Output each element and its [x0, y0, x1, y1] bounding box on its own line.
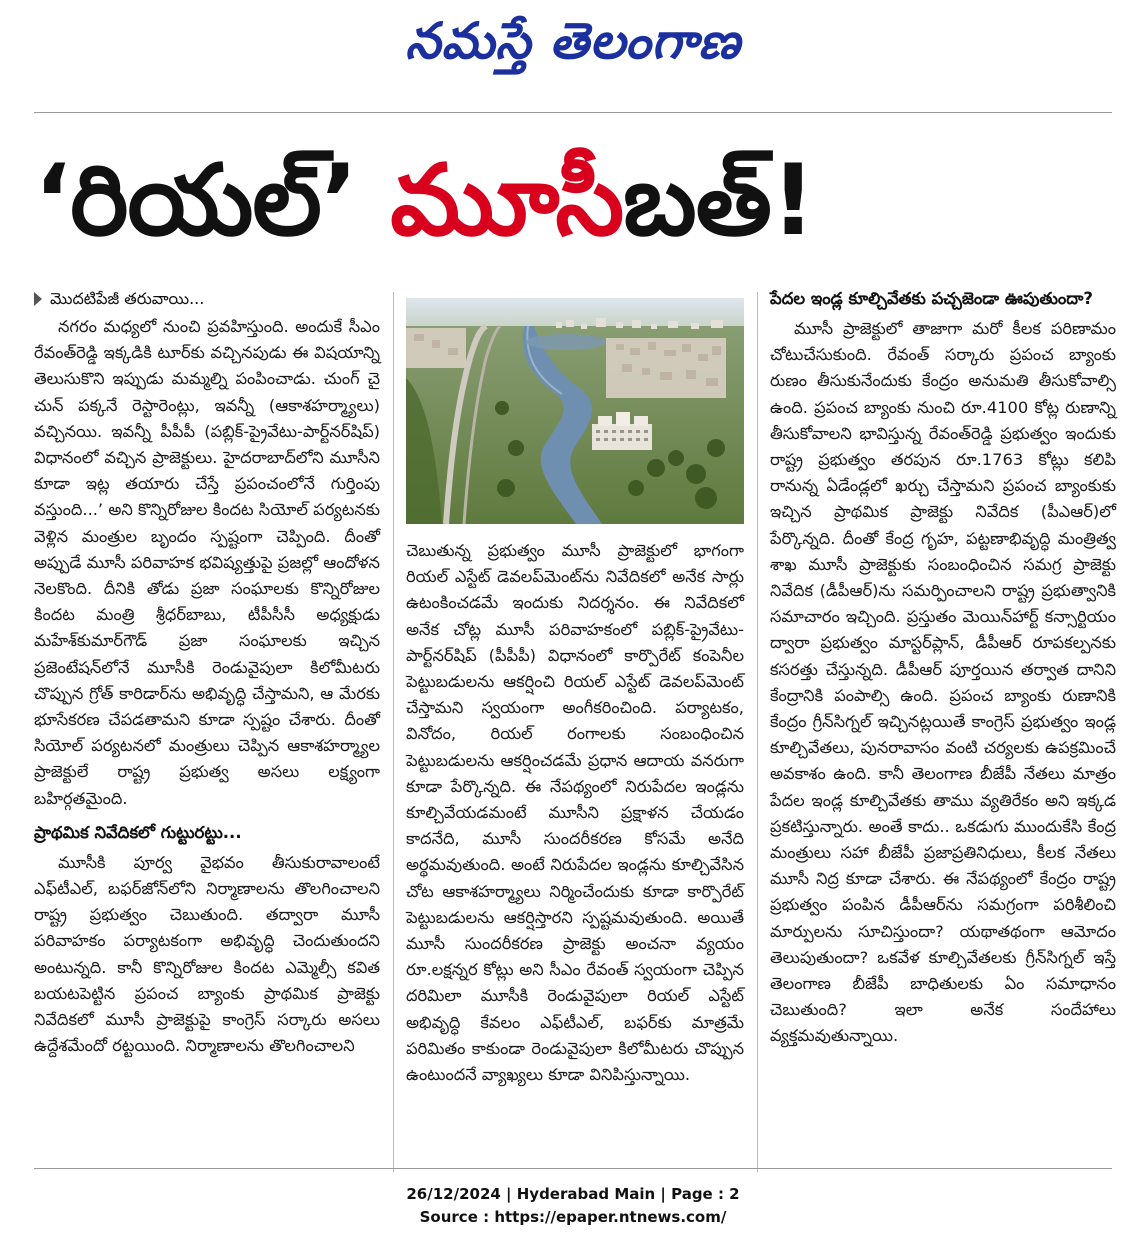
article-paragraph: చెబుతున్న ప్రభుత్వం మూసీ ప్రాజెక్టులో భాగంగా రియల్ ఎస్టేట్ డెవలప్‌మెంట్‌ను నివేదికలో అనేక సార్లు ఉటంకించడమే ఇందుకు నిదర్శనం. ఈ నివేదికలో అనేక చోట్ల మూసీ పరివాహకంలో పబ్లిక్-ప్రైవేటు-పార్ట్‌నర్‌షిప్ (పీపీపీ) విధానంలో కార్పొరేట్ కంపెనీల పెట్టుబడులను ఆకర్షించి రియల్ ఎస్టేట్ డెవలప్‌మెంట్ చేస్తామని స్వయంగా అంగీకరించింది. పర్యాటకం, వినోదం, రియల్ రంగాలకు సంబంధించిన పెట్టుబడులను ఆకర్షించడమే ప్రధాన ఆదాయ వనరుగా కూడా పేర్కొన్నది. ఈ నేపథ్యంలో నిరుపేదల ఇండ్లను కూల్చివేయడమంటే మూసీని ప్రక్షాళన చేయడం కాదనేది, మూసీ సుందరీకరణ కోసమే అనేది అర్థమవుతుంది. అంటే నిరుపేదల ఇండ్లను కూల్చివేసిన చోట ఆకాశహర్మ్యాలు నిర్మించేందుకు కూడా కార్పొరేట్ పెట్టుబడులను ఆకర్షిస్తారని స్పష్టమవుతుంది. అయితే మూసీ సుందరీకరణ ప్రాజెక్టు అంచనా వ్యయం రూ.లక్షన్నర కోట్లు అని సీఎం రేవంత్ స్వయంగా చెప్పిన దరిమిలా మూసీకి రెండువైపులా రియల్ ఎస్టేట్ అభివృద్ధి కేవలం ఎఫ్‌టీఎల్, బఫర్‌కు మాత్రమే పరిమితం కాకుండా రెండువైపులా కిలోమీటరు చొప్పున ఉంటుందనే వ్యాఖ్యలు కూడా వినిపిస్తున్నాయి. — [406, 541, 744, 1085]
article-column-3 — [770, 286, 1116, 1050]
article-column-2 — [406, 538, 744, 1088]
headline — [34, 126, 1112, 276]
masthead-logo: నమస్తే తెలంగాణ — [405, 11, 741, 70]
masthead-divider — [34, 112, 1112, 113]
column-divider — [393, 292, 394, 1172]
edition-info: 26/12/2024 | Hyderabad Main | Page : 2 — [406, 1185, 740, 1203]
chevron-right-icon — [34, 292, 42, 306]
source-link[interactable]: Source : https://epaper.ntnews.com/ — [419, 1208, 727, 1226]
headline-part-2: మూసీ — [390, 144, 624, 258]
article-paragraph: నగరం మధ్యలో నుంచి ప్రవహిస్తుంది. అందుకే సీఎం రేవంత్‌రెడ్డి ఇక్కడికి టూర్‌కు వచ్చినపుడు ఈ విషయాన్ని తెలుసుకొని ఇప్పుడు మమ్మల్ని పంపించాడు. చుంగ్ చై చున్ పక్కనే రెస్టారెంట్లు, ఇవన్నీ (ఆకాశహర్మ్యాలు) వచ్చినయి. ఇవన్నీ పీపీపీ (పబ్లిక్-ప్రైవేటు-పార్ట్‌నర్‌షిప్) విధానంలో వచ్చిన ప్రాజెక్టులు. హైదరాబాద్‌లోని మూసీని కూడా ఇట్ల తయారు చేస్తే ప్రపంచంలోనే గుర్తింపు వస్తుంది...’ అని కొన్నిరోజుల కిందట సియోల్ పర్యటనకు వెళ్లిన మంత్రుల బృందం స్పష్టంగా చెప్పింది. దీంతో అప్పుడే మూసీ పరివాహక భవిష్యత్తుపై ప్రజల్లో ఆందోళన నెలకొంది. దీనికి తోడు ప్రజా సంఘాలకు కొన్నిరోజుల కిందట మంత్రి శ్రీధర్‌బాబు, టీపీసీసీ అధ్యక్షుడు మహేశ్‌కుమార్‌గౌడ్ ప్రజా సంఘాలకు ఇచ్చిన ప్రజెంటేషన్‌లోనే మూసీకి రెండువైపులా కిలోమీటరు చొప్పున గ్రోత్ కారిడార్‌ను అభివృద్ధి చేస్తామని, ఆ మేరకు భూసేకరణ చేపడతామని కూడా స్పష్టం చేశారు. దీంతో సియోల్ పర్యటనలో మంత్రులు చెప్పిన ఆకాశహర్మ్యాల ప్రాజెక్టులే రాష్ట్ర ప్రభుత్వ అసలు లక్ష్యంగా బహిర్గతమైంది. — [34, 317, 380, 808]
headline-part-1: ‘రియల్’ — [34, 144, 391, 258]
continued-label: మొదటిపేజీ తరువాయి... — [50, 289, 205, 308]
musi-river-aerial-photo — [406, 298, 744, 524]
continued-marker — [34, 286, 380, 312]
headline-part-3: బత్! — [623, 144, 815, 258]
section-subheading: ప్రాథమిక నివేదికలో గుట్టురట్టు... — [34, 822, 242, 842]
column-divider — [757, 292, 758, 1172]
article-column-1 — [34, 286, 380, 1059]
article-paragraph: మూసీ ప్రాజెక్టులో తాజాగా మరో కీలక పరిణామం చోటుచేసుకుంది. రేవంత్ సర్కారు ప్రపంచ బ్యాంకు రుణం తీసుకునేందుకు కేంద్రం అనుమతి తీసుకోవాల్సి ఉంది. ప్రపంచ బ్యాంకు నుంచి రూ.4100 కోట్ల రుణాన్ని తీసుకోవాలని భావిస్తున్న రేవంత్‌రెడ్డి ప్రభుత్వం ఇందుకు రాష్ట్ర ప్రభుత్వం తరపున రూ.1763 కోట్లు కలిపి రానున్న ఏడేండ్లలో ఖర్చు చేస్తామని ప్రపంచ బ్యాంకుకు ఇచ్చిన ప్రాథమిక ప్రాజెక్టు నివేదిక (పీఎఆర్)లో పేర్కొన్నది. దీంతో కేంద్ర గృహ, పట్టణాభివృద్ధి మంత్రిత్వ శాఖ మూసీ ప్రాజెక్టుకు సంబంధించిన సమగ్ర ప్రాజెక్టు నివేదిక (డీపీఆర్)ను సమర్పించాలని రాష్ట్ర ప్రభుత్వానికి సమాచారం ఇచ్చింది. ప్రస్తుతం మెయిన్‌హార్ట్ కన్సార్టియం ద్వారా ప్రభుత్వం మాస్టర్‌ప్లాన్, డీపీఆర్ రూపకల్పనకు కసరత్తు చేస్తున్నది. డీపీఆర్ పూర్తయిన తర్వాత దానిని కేంద్రానికి పంపాల్సి ఉంది. ప్రపంచ బ్యాంకు రుణానికి కేంద్రం గ్రీన్‌సిగ్నల్ ఇచ్చినట్లయితే కాంగ్రెస్ ప్రభుత్వం ఇండ్ల కూల్చివేతలు, పునరావాసం వంటి చర్యలకు ఉపక్రమించే అవకాశం ఉంది. కానీ తెలంగాణ బీజేపీ నేతలు మాత్రం పేదల ఇండ్ల కూల్చివేతకు తాము వ్యతిరేకం అని ఇక్కడ ప్రకటిస్తున్నారు. అంతే కాదు.. ఒకడుగు ముందుకేసి కేంద్ర మంత్రులు సహా బీజేపీ ప్రజాప్రతినిధులు, కీలక నేతలు మూసీ నిద్ర కూడా చేశారు. ఈ నేపథ్యంలో కేంద్రం రాష్ట్ర ప్రభుత్వం పంపిన డీపీఆర్‌ను సమగ్రంగా పరిశీలించి మార్పులను సూచిస్తుందా? యథాతథంగా ఆమోదం తెలుపుతుందా? ఒకవేళ కూల్చివేతలకు గ్రీన్‌సిగ్నల్ ఇస్తే తెలంగాణ బీజేపీ బాధితులకు ఏం సమాధానం చెబుతుంది? ఇలా అనేక సందేహాలు వ్యక్తమవుతున్నాయి. — [770, 319, 1116, 1046]
article-paragraph: మూసీకి పూర్వ వైభవం తీసుకురావాలంటే ఎఫ్‌టీఎల్, బఫర్‌జోన్‌లోని నిర్మాణాలను తొలగించాలని రాష్ట్ర ప్రభుత్వం చెబుతుంది. తద్వారా మూసీ పరివాహకం పర్యాటకంగా అభివృద్ధి చెందుతుందని అంటున్నది. కానీ కొన్నిరోజుల కిందట ఎమ్మెల్సీ కవిత బయటపెట్టిన ప్రపంచ బ్యాంకు ప్రాథమిక ప్రాజెక్టు నివేదికలో మూసీ ప్రాజెక్టుపై కాంగ్రెస్ సర్కారు అసలు ఉద్దేశమేందో రట్టయింది. నిర్మాణాలను తొలగించాలని — [34, 852, 380, 1056]
section-subheading: పేదల ఇండ్ల కూల్చివేతకు పచ్చజెండా ఊపుతుందా? — [770, 289, 1093, 308]
footer-divider — [34, 1168, 1112, 1169]
